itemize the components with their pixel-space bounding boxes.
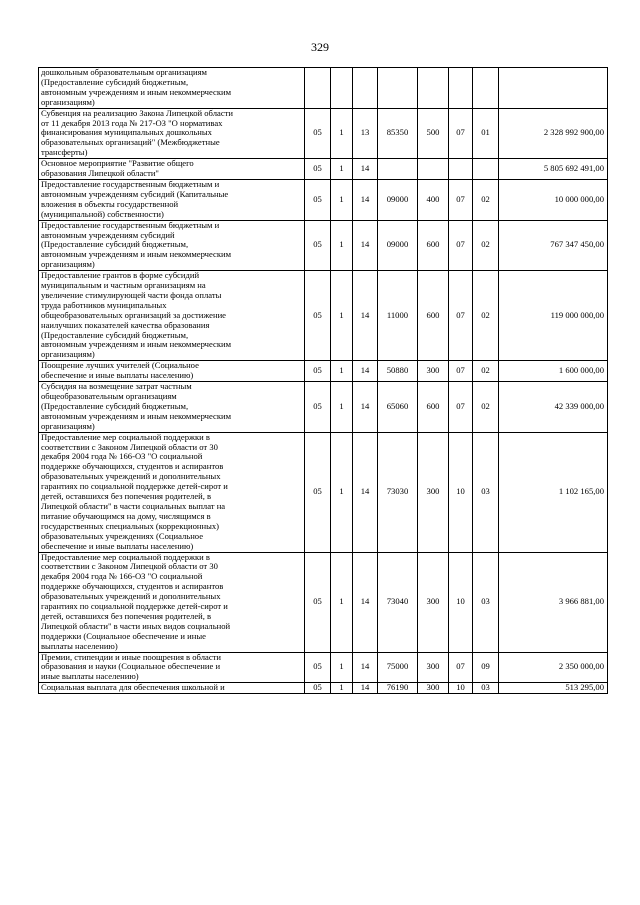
amount-cell: 119 000 000,00 <box>499 271 608 361</box>
table-row <box>39 68 608 109</box>
subsection-code: 03 <box>473 683 499 694</box>
subprogram-code <box>331 68 353 109</box>
section-code <box>449 68 473 109</box>
program-code: 05 <box>305 382 331 433</box>
program-code: 05 <box>305 432 331 552</box>
direction-code <box>378 159 418 180</box>
row-description: Премии, стипендии и иные поощрения в области образования и науки (Социальное обеспечение и иные выплаты населению) <box>39 652 305 683</box>
row-description: дошкольным образовательным организациям (Предоставление субсидий бюджетным, автономным учреждениям и иным некоммерческим организациям) <box>39 68 305 109</box>
subprogram-code: 1 <box>331 159 353 180</box>
table-row <box>39 552 608 652</box>
subsection-code: 03 <box>473 432 499 552</box>
direction-code: 85350 <box>378 108 418 159</box>
section-code: 07 <box>449 361 473 382</box>
subprogram-code: 1 <box>331 179 353 220</box>
activity-code: 14 <box>353 179 378 220</box>
subsection-code: 03 <box>473 552 499 652</box>
activity-code: 13 <box>353 108 378 159</box>
activity-code: 14 <box>353 382 378 433</box>
table-row <box>39 683 608 694</box>
section-code: 10 <box>449 552 473 652</box>
expense-type-code: 400 <box>418 179 449 220</box>
row-description: Предоставление государственным бюджетным и автономным учреждениям субсидий (Предоставление субсидий бюджетным, автономным учреждениям и иным некоммерческим организациям) <box>39 220 305 271</box>
activity-code: 14 <box>353 159 378 180</box>
activity-code: 14 <box>353 683 378 694</box>
subsection-code: 02 <box>473 179 499 220</box>
section-code: 07 <box>449 179 473 220</box>
row-description: Поощрение лучших учителей (Социальное обеспечение и иные выплаты населению) <box>39 361 305 382</box>
budget-table <box>38 67 608 694</box>
section-code: 10 <box>449 432 473 552</box>
direction-code: 73030 <box>378 432 418 552</box>
subprogram-code: 1 <box>331 382 353 433</box>
amount-cell: 2 328 992 900,00 <box>499 108 608 159</box>
subprogram-code: 1 <box>331 361 353 382</box>
direction-code: 73040 <box>378 552 418 652</box>
amount-cell: 5 805 692 491,00 <box>499 159 608 180</box>
expense-type-code: 300 <box>418 683 449 694</box>
section-code <box>449 159 473 180</box>
expense-type-code <box>418 68 449 109</box>
program-code: 05 <box>305 683 331 694</box>
direction-code: 75000 <box>378 652 418 683</box>
subprogram-code: 1 <box>331 432 353 552</box>
expense-type-code: 300 <box>418 652 449 683</box>
direction-code: 76190 <box>378 683 418 694</box>
expense-type-code: 500 <box>418 108 449 159</box>
amount-cell <box>499 68 608 109</box>
expense-type-code <box>418 159 449 180</box>
program-code: 05 <box>305 652 331 683</box>
expense-type-code: 600 <box>418 220 449 271</box>
subsection-code: 09 <box>473 652 499 683</box>
section-code: 07 <box>449 271 473 361</box>
subsection-code: 02 <box>473 361 499 382</box>
section-code: 07 <box>449 652 473 683</box>
expense-type-code: 300 <box>418 432 449 552</box>
table-row <box>39 652 608 683</box>
amount-cell: 3 966 881,00 <box>499 552 608 652</box>
subprogram-code: 1 <box>331 108 353 159</box>
row-description: Предоставление государственным бюджетным и автономным учреждениям субсидий (Капитальные вложения в объекты государственной (муниципальной) собственности) <box>39 179 305 220</box>
row-description: Основное мероприятие "Развитие общего образования Липецкой области" <box>39 159 305 180</box>
program-code: 05 <box>305 271 331 361</box>
amount-cell: 2 350 000,00 <box>499 652 608 683</box>
expense-type-code: 300 <box>418 552 449 652</box>
amount-cell: 1 600 000,00 <box>499 361 608 382</box>
program-code: 05 <box>305 108 331 159</box>
row-description: Предоставление грантов в форме субсидий муниципальным и частным организациям на увеличение стимулирующей части фонда оплаты труда работников муниципальных общеобразовательных организаций за достижение наилучших показателей качества образования (Предоставление субсидий бюджетным, автономным учреждениям и иным некоммерческим организациям) <box>39 271 305 361</box>
subprogram-code: 1 <box>331 220 353 271</box>
table-row <box>39 179 608 220</box>
table-row <box>39 220 608 271</box>
activity-code: 14 <box>353 432 378 552</box>
direction-code: 11000 <box>378 271 418 361</box>
program-code: 05 <box>305 159 331 180</box>
expense-type-code: 600 <box>418 382 449 433</box>
section-code: 07 <box>449 108 473 159</box>
program-code: 05 <box>305 179 331 220</box>
subprogram-code: 1 <box>331 652 353 683</box>
amount-cell: 10 000 000,00 <box>499 179 608 220</box>
subprogram-code: 1 <box>331 271 353 361</box>
direction-code: 50880 <box>378 361 418 382</box>
activity-code: 14 <box>353 220 378 271</box>
activity-code: 14 <box>353 552 378 652</box>
amount-cell: 513 295,00 <box>499 683 608 694</box>
table-row <box>39 271 608 361</box>
subsection-code <box>473 68 499 109</box>
program-code: 05 <box>305 361 331 382</box>
section-code: 10 <box>449 683 473 694</box>
direction-code: 09000 <box>378 179 418 220</box>
table-row <box>39 361 608 382</box>
row-description: Субвенция на реализацию Закона Липецкой области от 11 декабря 2013 года № 217-ОЗ "О нормативах финансирования муниципальных дошкольных образовательных организаций" (Межбюджетные трансферты) <box>39 108 305 159</box>
program-code: 05 <box>305 552 331 652</box>
table-row <box>39 159 608 180</box>
activity-code <box>353 68 378 109</box>
expense-type-code: 600 <box>418 271 449 361</box>
row-description: Предоставление мер социальной поддержки в соответствии с Законом Липецкой области от 30 декабря 2004 года № 166-ОЗ "О социальной поддержке обучающихся, студентов и аспирантов образовательных учреждений и дополнительных гарантиях по социальной поддержке детей-сирот и детей, оставшихся без попечения родителей, в Липецкой области" в части иных видов социальной поддержки (Социальное обеспечение и иные выплаты населению) <box>39 552 305 652</box>
subsection-code: 02 <box>473 271 499 361</box>
program-code <box>305 68 331 109</box>
subsection-code <box>473 159 499 180</box>
subsection-code: 01 <box>473 108 499 159</box>
direction-code <box>378 68 418 109</box>
table-row <box>39 108 608 159</box>
activity-code: 14 <box>353 361 378 382</box>
program-code: 05 <box>305 220 331 271</box>
amount-cell: 1 102 165,00 <box>499 432 608 552</box>
expense-type-code: 300 <box>418 361 449 382</box>
activity-code: 14 <box>353 652 378 683</box>
table-body <box>39 68 608 694</box>
table-row <box>39 382 608 433</box>
subsection-code: 02 <box>473 382 499 433</box>
direction-code: 09000 <box>378 220 418 271</box>
subsection-code: 02 <box>473 220 499 271</box>
subprogram-code: 1 <box>331 552 353 652</box>
amount-cell: 42 339 000,00 <box>499 382 608 433</box>
row-description: Субсидия на возмещение затрат частным общеобразовательным организациям (Предоставление субсидий бюджетным, автономным учреждениям и иным некоммерческим организациям) <box>39 382 305 433</box>
table-row <box>39 432 608 552</box>
page-number: 329 <box>311 40 329 54</box>
row-description: Предоставление мер социальной поддержки в соответствии с Законом Липецкой области от 30 декабря 2004 года № 166-ОЗ "О социальной поддержке обучающихся, студентов и аспирантов образовательных учреждений и дополнительных гарантиях по социальной поддержке детей-сирот и детей, оставшихся без попечения родителей, в Липецкой области" в части социальных выплат на питание обучающимся на дому, числящимся в государственных специальных (коррекционных) образовательных учреждениях (Социальное обеспечение и иные выплаты населению) <box>39 432 305 552</box>
amount-cell: 767 347 450,00 <box>499 220 608 271</box>
row-description: Социальная выплата для обеспечения школьной и <box>39 683 305 694</box>
activity-code: 14 <box>353 271 378 361</box>
subprogram-code: 1 <box>331 683 353 694</box>
direction-code: 65060 <box>378 382 418 433</box>
section-code: 07 <box>449 220 473 271</box>
section-code: 07 <box>449 382 473 433</box>
